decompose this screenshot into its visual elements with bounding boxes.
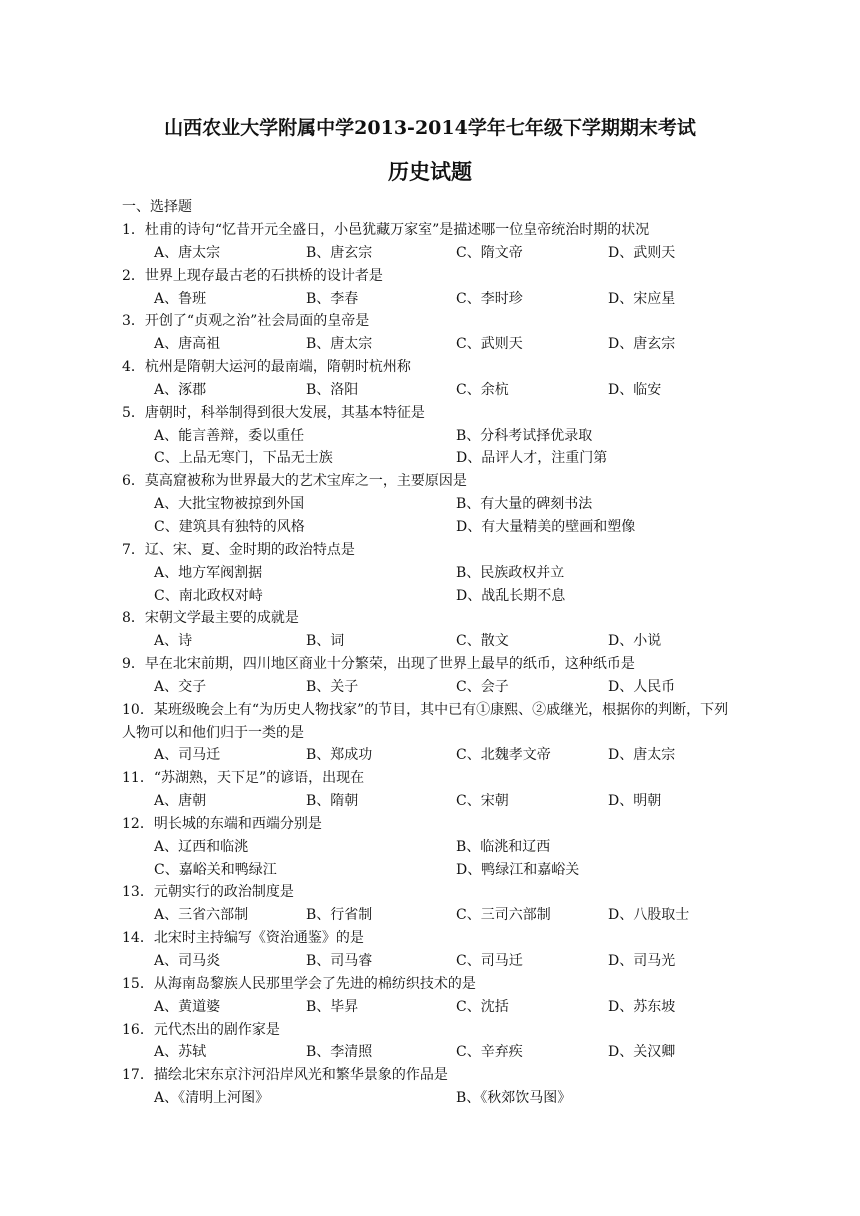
answer-option: D、唐太宗 xyxy=(608,747,676,764)
question-stem: 1．杜甫的诗句“忆昔开元全盛日，小邑犹藏万家室”是描述哪一位皇帝统治时期的状况 xyxy=(122,222,650,238)
question-stem: 17．描绘北宋东京汴河沿岸风光和繁华景象的作品是 xyxy=(122,1067,448,1084)
option-row xyxy=(122,379,742,402)
answer-option: B、《秋郊饮马图》 xyxy=(456,1090,572,1107)
question-item xyxy=(122,653,742,699)
answer-option: C、散文 xyxy=(456,633,509,650)
question-stem: 5．唐朝时，科举制得到很大发展，其基本特征是 xyxy=(122,404,425,421)
answer-option: B、唐太宗 xyxy=(306,336,373,353)
answer-option: C、南北政权对峙 xyxy=(154,587,263,604)
option-row xyxy=(122,585,742,608)
answer-option: A、能言善辩，委以重任 xyxy=(154,427,305,444)
answer-option: C、三司六部制 xyxy=(456,907,551,924)
option-row xyxy=(122,493,742,516)
question-stem: 10．某班级晚会上有“为历史人物找家”的节目，其中已有①康熙、②戚继光，根据你的判断，下列人物可以和他们归于一类的是 xyxy=(122,701,729,741)
answer-option: B、分科考试择优录取 xyxy=(456,427,593,444)
option-row xyxy=(122,744,742,767)
question-item xyxy=(122,699,742,768)
answer-option: C、宋朝 xyxy=(456,793,509,810)
option-row xyxy=(122,562,742,585)
option-row xyxy=(122,904,742,927)
option-row xyxy=(122,425,742,448)
option-row xyxy=(122,996,742,1019)
answer-option: B、隋朝 xyxy=(306,793,359,810)
exam-subtitle: 历史试题 xyxy=(388,159,472,184)
question-stem: 12．明长城的东端和西端分别是 xyxy=(122,815,322,832)
question-item xyxy=(122,1064,742,1110)
question-item xyxy=(122,881,742,927)
answer-option: D、八股取士 xyxy=(608,907,690,924)
answer-option: C、武则天 xyxy=(456,336,523,353)
question-stem: 13．元朝实行的政治制度是 xyxy=(122,884,294,901)
answer-option: D、鸭绿江和嘉峪关 xyxy=(456,861,580,878)
answer-option: A、苏轼 xyxy=(154,1044,207,1061)
question-stem: 6．莫高窟被称为世界最大的艺术宝库之一，主要原因是 xyxy=(122,473,467,490)
answer-option: C、嘉峪关和鸭绿江 xyxy=(154,861,277,878)
answer-option: B、有大量的碑刻书法 xyxy=(456,496,593,513)
question-stem: 15．从海南岛黎族人民那里学会了先进的棉纺织技术的是 xyxy=(122,975,476,992)
answer-option: A、司马炎 xyxy=(154,953,221,969)
option-row xyxy=(122,790,742,813)
answer-option: B、毕昇 xyxy=(306,998,359,1015)
answer-option: A、辽西和临洮 xyxy=(154,838,249,855)
option-row xyxy=(122,1041,742,1064)
answer-option: D、临安 xyxy=(608,381,662,398)
answer-option: B、临洮和辽西 xyxy=(456,838,551,855)
question-stem: 3．开创了“贞观之治”社会局面的皇帝是 xyxy=(122,313,370,330)
question-item xyxy=(122,973,742,1019)
question-item xyxy=(122,1019,742,1065)
answer-option: B、民族政权并立 xyxy=(456,564,565,581)
answer-option: A、交子 xyxy=(154,678,207,695)
answer-option: B、行省制 xyxy=(306,907,373,924)
answer-option: B、司马睿 xyxy=(306,953,373,969)
answer-option: A、诗 xyxy=(154,633,193,650)
question-stem: 9．早在北宋前期，四川地区商业十分繁荣，出现了世界上最早的纸币，这种纸币是 xyxy=(122,656,635,673)
option-row xyxy=(122,516,742,539)
section-heading: 一、选择题 xyxy=(122,199,192,215)
question-item xyxy=(122,927,742,973)
question-item xyxy=(122,265,742,311)
answer-option: B、郑成功 xyxy=(306,747,373,764)
question-item xyxy=(122,356,742,402)
answer-option: C、上品无寒门，下品无士族 xyxy=(154,450,333,467)
answer-option: D、苏东坡 xyxy=(608,998,676,1015)
answer-option: C、李时珍 xyxy=(456,290,523,307)
option-row xyxy=(122,333,742,356)
question-item xyxy=(122,767,742,813)
question-item xyxy=(122,607,742,653)
option-row xyxy=(122,630,742,653)
question-item xyxy=(122,310,742,356)
answer-option: B、词 xyxy=(306,633,345,650)
option-row xyxy=(122,288,742,311)
answer-option: D、宋应星 xyxy=(608,290,676,307)
question-stem: 14．北宋时主持编写《资治通鉴》的是 xyxy=(122,930,364,947)
answer-option: A、三省六部制 xyxy=(154,907,249,924)
answer-option: C、司马迁 xyxy=(456,953,523,969)
answer-option: C、余杭 xyxy=(456,381,509,398)
answer-option: D、战乱长期不息 xyxy=(456,587,566,604)
answer-option: D、小说 xyxy=(608,633,662,650)
option-row xyxy=(122,950,742,973)
answer-option: A、唐高祖 xyxy=(154,336,221,353)
answer-option: A、唐太宗 xyxy=(154,244,221,261)
question-item xyxy=(122,813,742,882)
answer-option: A、地方军阀割据 xyxy=(154,564,263,581)
answer-option: B、关子 xyxy=(306,678,359,695)
answer-option: B、洛阳 xyxy=(306,381,359,398)
answer-option: A、黄道婆 xyxy=(154,998,221,1015)
option-row xyxy=(122,836,742,859)
question-stem: 11．“苏湖熟，天下足”的谚语，出现在 xyxy=(122,770,365,787)
answer-option: B、唐玄宗 xyxy=(306,244,373,261)
question-stem: 16．元代杰出的剧作家是 xyxy=(122,1021,280,1038)
answer-option: A、鲁班 xyxy=(154,290,207,307)
option-row xyxy=(122,1087,742,1110)
answer-option: C、北魏孝文帝 xyxy=(456,747,551,764)
exam-title: 山西农业大学附属中学2013-2014学年七年级下学期期末考试 xyxy=(164,117,696,139)
answer-option: A、唐朝 xyxy=(154,793,207,810)
answer-option: B、李清照 xyxy=(306,1044,373,1061)
option-row xyxy=(122,859,742,882)
answer-option: D、司马光 xyxy=(608,953,676,969)
question-item xyxy=(122,219,742,265)
answer-option: D、人民币 xyxy=(608,678,676,695)
option-row xyxy=(122,676,742,699)
answer-option: C、隋文帝 xyxy=(456,244,523,261)
question-stem: 2．世界上现存最古老的石拱桥的设计者是 xyxy=(122,267,383,284)
answer-option: D、关汉卿 xyxy=(608,1044,676,1061)
question-stem: 7．辽、宋、夏、金时期的政治特点是 xyxy=(122,541,355,558)
answer-option: C、会子 xyxy=(456,678,509,695)
answer-option: A、大批宝物被掠到外国 xyxy=(154,496,305,513)
answer-option: B、李春 xyxy=(306,290,359,307)
question-stem: 4．杭州是隋朝大运河的最南端，隋朝时杭州称 xyxy=(122,359,411,376)
question-stem: 8．宋朝文学最主要的成就是 xyxy=(122,610,299,627)
answer-option: A、《清明上河图》 xyxy=(154,1090,270,1107)
answer-option: D、武则天 xyxy=(608,244,676,261)
answer-option: D、明朝 xyxy=(608,793,662,810)
answer-option: A、涿郡 xyxy=(154,381,207,398)
question-item xyxy=(122,402,742,471)
answer-option: A、司马迁 xyxy=(154,747,221,764)
question-list xyxy=(122,219,742,1110)
option-row xyxy=(122,242,742,265)
answer-option: D、品评人才，注重门第 xyxy=(456,450,608,467)
answer-option: C、沈括 xyxy=(456,998,509,1015)
question-item xyxy=(122,539,742,608)
answer-option: C、建筑具有独特的风格 xyxy=(154,518,305,535)
question-item xyxy=(122,470,742,539)
answer-option: C、辛弃疾 xyxy=(456,1044,523,1061)
option-row xyxy=(122,447,742,470)
answer-option: D、唐玄宗 xyxy=(608,336,676,353)
answer-option: D、有大量精美的壁画和塑像 xyxy=(456,518,636,535)
